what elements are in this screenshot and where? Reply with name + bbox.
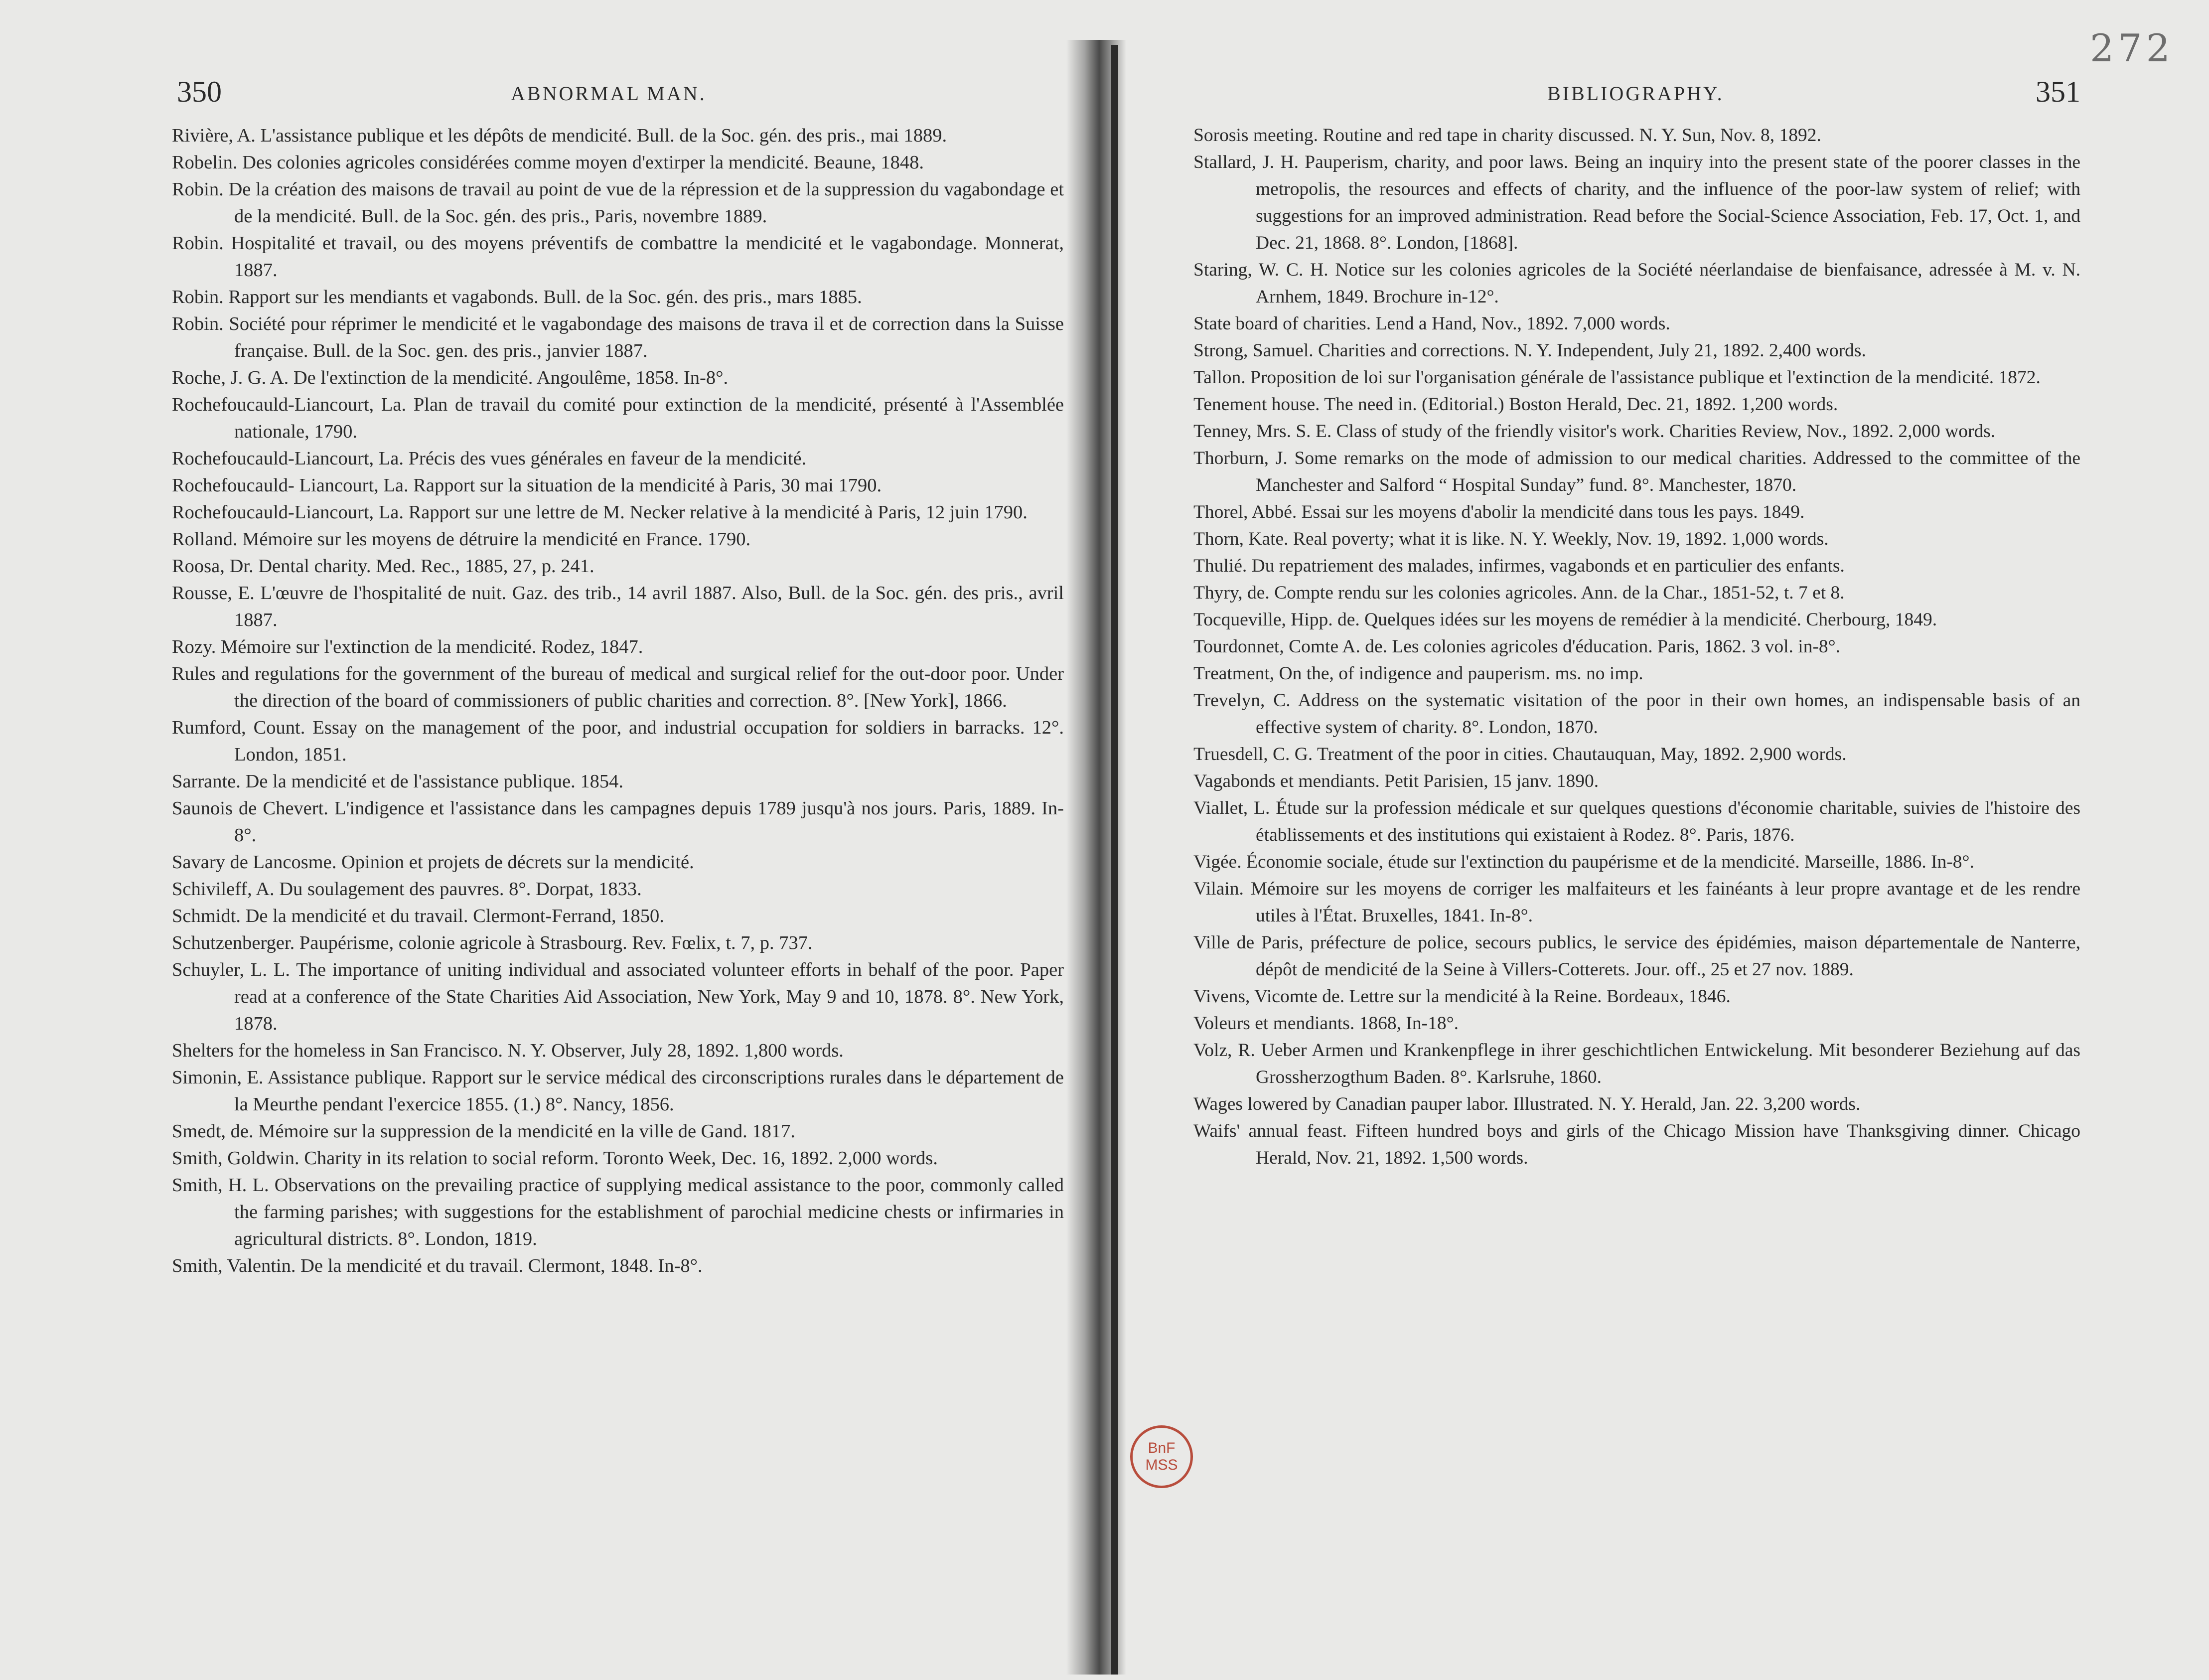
bibliography-entry: Stallard, J. H. Pauperism, charity, and poor laws. Being an inquiry into the present state of the poorer classes in the metropolis, the resources and effects of charity, and the influence of the poor-law system of relief; with suggestions for an improved administration. Read before the Social-Science Association, Feb. 17, Oct. 1, and Dec. 21, 1868. 8°. London, [1868].	[1193, 152, 2080, 253]
bibliography-entry: Tenement house. The need in. (Editorial.) Boston Herald, Dec. 21, 1892. 1,200 words.	[1193, 394, 1838, 415]
bibliography-entry: Ville de Paris, préfecture de police, secours publics, le service des épidémies, maison départementale de Nanterre, dépôt de mendicité de la Seine à Villers-Cotterets. Jour. off., 25 et 27 nov. 1889.	[1193, 932, 2080, 980]
bibliography-entry: Thorel, Abbé. Essai sur les moyens d'abolir la mendicité dans tous les pays. 1849.	[1193, 502, 1805, 522]
bibliography-entry: Roosa, Dr. Dental charity. Med. Rec., 1885, 27, p. 241.	[172, 556, 594, 577]
left-entries	[172, 122, 1064, 1279]
bibliography-entry: Rochefoucauld-Liancourt, La. Rapport sur une lettre de M. Necker relative à la mendicité à Paris, 12 juin 1790.	[172, 502, 1028, 523]
right-running-head	[1193, 75, 2080, 122]
bibliography-entry: Saunois de Chevert. L'indigence et l'assistance dans les campagnes depuis 1789 jusqu'à nos jours. Paris, 1889. In-8°.	[172, 798, 1064, 846]
bibliography-entry: Rochefoucauld-Liancourt, La. Précis des vues générales en faveur de la mendicité.	[172, 448, 807, 469]
bibliography-entry: Vigée. Économie sociale, étude sur l'extinction du paupérisme et de la mendicité. Marseille, 1886. In-8°.	[1193, 852, 1974, 872]
bibliography-entry: Rozy. Mémoire sur l'extinction de la mendicité. Rodez, 1847.	[172, 636, 643, 657]
bibliography-entry: Robin. Hospitalité et travail, ou des moyens préventifs de combattre la mendicité et le vagabondage. Monnerat, 1887.	[172, 233, 1064, 281]
bibliography-entry: Tenney, Mrs. S. E. Class of study of the friendly visitor's work. Charities Review, Nov., 1892. 2,000 words.	[1193, 421, 1996, 442]
left-page-number: 350	[177, 75, 222, 108]
right-page-number: 351	[2036, 75, 2080, 108]
bibliography-entry: Staring, W. C. H. Notice sur les colonies agricoles de la Société néerlandaise de bienfaisance, adressée à M. v. N. Arnhem, 1849. Brochure in-12°.	[1193, 260, 2080, 307]
bibliography-entry: Trevelyn, C. Address on the systematic visitation of the poor in their own homes, an indispensable basis of an effective system of charity. 8°. London, 1870.	[1193, 690, 2080, 738]
bibliography-entry: Smedt, de. Mémoire sur la suppression de la mendicité en la ville de Gand. 1817.	[172, 1121, 795, 1142]
bibliography-entry: Treatment, On the, of indigence and pauperism. ms. no imp.	[1193, 663, 1643, 684]
bibliography-entry: Waifs' annual feast. Fifteen hundred boys and girls of the Chicago Mission have Thanksgiving dinner. Chicago Herald, Nov. 21, 1892. 1,500 words.	[1193, 1121, 2080, 1168]
bibliography-entry: Thulié. Du repatriement des malades, infirmes, vagabonds et en particulier des enfants.	[1193, 556, 1845, 576]
bibliography-entry: Smith, H. L. Observations on the prevailing practice of supplying medical assistance to the poor, commonly called the farming parishes; with suggestions for the establishment of parochial medicine chests or infirmaries in agricultural districts. 8°. London, 1819.	[172, 1175, 1064, 1249]
right-page	[1193, 75, 2080, 1172]
bibliography-entry: Rochefoucauld-Liancourt, La. Plan de travail du comité pour extinction de la mendicité, présenté à l'Assemblée nationale, 1790.	[172, 394, 1064, 442]
bibliography-entry: Rolland. Mémoire sur les moyens de détruire la mendicité en France. 1790.	[172, 529, 751, 550]
bibliography-entry: Tourdonnet, Comte A. de. Les colonies agricoles d'éducation. Paris, 1862. 3 vol. in-8°.	[1193, 636, 1841, 657]
bibliography-entry: Robin. Rapport sur les mendiants et vagabonds. Bull. de la Soc. gén. des pris., mars 1885.	[172, 287, 862, 307]
right-running-title: BIBLIOGRAPHY.	[1547, 82, 1724, 105]
left-page	[172, 75, 1064, 1279]
bibliography-entry: Sarrante. De la mendicité et de l'assistance publique. 1854.	[172, 771, 624, 792]
bibliography-entry: Rules and regulations for the government of the bureau of medical and surgical relief for the out-door poor. Under the direction of the board of commissioners of public charities and correction. 8°. [New York], 1866.	[172, 663, 1064, 711]
bibliography-entry: Robin. De la création des maisons de travail au point de vue de la répression et de la suppression du vagabondage et de la mendicité. Bull. de la Soc. gén. des pris., Paris, novembre 1889.	[172, 179, 1064, 227]
bibliography-entry: Robelin. Des colonies agricoles considérées comme moyen d'extirper la mendicité. Beaune, 1848.	[172, 152, 924, 173]
bibliography-entry: Rochefoucauld- Liancourt, La. Rapport sur la situation de la mendicité à Paris, 30 mai 1790.	[172, 475, 882, 496]
stamp-line-1: BnF	[1148, 1440, 1176, 1456]
bibliography-entry: Vagabonds et mendiants. Petit Parisien, 15 janv. 1890.	[1193, 771, 1599, 791]
bibliography-entry: Smith, Goldwin. Charity in its relation to social reform. Toronto Week, Dec. 16, 1892. 2,000 words.	[172, 1148, 938, 1169]
bibliography-entry: Thorburn, J. Some remarks on the mode of admission to our medical charities. Addressed to the committee of the Manchester and Salford “ Hospital Sunday” fund. 8°. Manchester, 1870.	[1193, 448, 2080, 495]
bibliography-entry: Rumford, Count. Essay on the management of the poor, and industrial occupation for soldiers in barracks. 12°. London, 1851.	[172, 717, 1064, 765]
bibliography-entry: Schmidt. De la mendicité et du travail. Clermont-Ferrand, 1850.	[172, 906, 664, 926]
bibliography-entry: Truesdell, C. G. Treatment of the poor in cities. Chautauquan, May, 1892. 2,900 words.	[1193, 744, 1847, 764]
bibliography-entry: Thorn, Kate. Real poverty; what it is like. N. Y. Weekly, Nov. 19, 1892. 1,000 words.	[1193, 529, 1829, 549]
bibliography-entry: Schuyler, L. L. The importance of uniting individual and associated volunteer efforts in behalf of the poor. Paper read at a conference of the State Charities Aid Association, New York, May 9 and 10, 1878. 8°. New York, 1878.	[172, 959, 1064, 1034]
bibliography-entry: Strong, Samuel. Charities and corrections. N. Y. Independent, July 21, 1892. 2,400 words.	[1193, 340, 1866, 361]
bibliography-entry: Voleurs et mendiants. 1868, In-18°.	[1193, 1013, 1459, 1034]
stamp-line-2: MSS	[1145, 1457, 1178, 1473]
bibliography-entry: State board of charities. Lend a Hand, Nov., 1892. 7,000 words.	[1193, 313, 1670, 334]
bibliography-entry: Viallet, L. Étude sur la profession médicale et sur quelques questions d'économie charitable, suivies de l'histoire des établissements et des institutions qui existaient à Rodez. 8°. Paris, 1876.	[1193, 798, 2080, 845]
bibliography-entry: Vilain. Mémoire sur les moyens de corriger les malfaiteurs et les fainéants à leur propre avantage et de les rendre utiles à l'État. Bruxelles, 1841. In-8°.	[1193, 879, 2080, 926]
bibliography-entry: Thyry, de. Compte rendu sur les colonies agricoles. Ann. de la Char., 1851-52, t. 7 et 8.	[1193, 583, 1845, 603]
bibliography-entry: Schutzenberger. Paupérisme, colonie agricole à Strasbourg. Rev. Fœlix, t. 7, p. 737.	[172, 932, 813, 953]
bibliography-entry: Volz, R. Ueber Armen und Krankenpflege in ihrer geschichtlichen Entwickelung. Mit besonderer Beziehung auf das Grossherzogthum Baden. 8°. Karlsruhe, 1860.	[1193, 1040, 2080, 1087]
bibliography-entry: Robin. Société pour réprimer le mendicité et le vagabondage des maisons de trava il et de correction dans la Suisse française. Bull. de la Soc. gen. des pris., janvier 1887.	[172, 313, 1064, 361]
bibliography-entry: Vivens, Vicomte de. Lettre sur la mendicité à la Reine. Bordeaux, 1846.	[1193, 986, 1731, 1007]
folio-number: 272	[2089, 26, 2174, 70]
library-stamp	[1130, 1425, 1193, 1488]
left-running-title: ABNORMAL MAN.	[511, 82, 707, 105]
bibliography-entry: Sorosis meeting. Routine and red tape in charity discussed. N. Y. Sun, Nov. 8, 1892.	[1193, 125, 1821, 146]
bibliography-entry: Tocqueville, Hipp. de. Quelques idées sur les moyens de remédier à la mendicité. Cherbourg, 1849.	[1193, 610, 1937, 630]
bibliography-entry: Roche, J. G. A. De l'extinction de la mendicité. Angoulême, 1858. In-8°.	[172, 367, 729, 388]
bibliography-entry: Wages lowered by Canadian pauper labor. Illustrated. N. Y. Herald, Jan. 22. 3,200 words.	[1193, 1094, 1861, 1114]
bibliography-entry: Rivière, A. L'assistance publique et les dépôts de mendicité. Bull. de la Soc. gén. des pris., mai 1889.	[172, 125, 947, 146]
gutter-line	[1111, 45, 1118, 1675]
right-entries	[1193, 122, 2080, 1172]
bibliography-entry: Simonin, E. Assistance publique. Rapport sur le service médical des circonscriptions rurales dans le département de la Meurthe pendant l'exercice 1855. (1.) 8°. Nancy, 1856.	[172, 1067, 1064, 1115]
bibliography-entry: Shelters for the homeless in San Francisco. N. Y. Observer, July 28, 1892. 1,800 words.	[172, 1040, 844, 1061]
bibliography-entry: Tallon. Proposition de loi sur l'organisation générale de l'assistance publique et l'extinction de la mendicité. 1872.	[1193, 367, 2041, 388]
left-running-head	[172, 75, 1064, 122]
bibliography-entry: Schivileff, A. Du soulagement des pauvres. 8°. Dorpat, 1833.	[172, 879, 642, 900]
bibliography-entry: Rousse, E. L'œuvre de l'hospitalité de nuit. Gaz. des trib., 14 avril 1887. Also, Bull. de la Soc. gén. des pris., avril 1887.	[172, 583, 1064, 630]
bibliography-entry: Smith, Valentin. De la mendicité et du travail. Clermont, 1848. In-8°.	[172, 1255, 703, 1276]
bibliography-entry: Savary de Lancosme. Opinion et projets de décrets sur la mendicité.	[172, 852, 694, 873]
